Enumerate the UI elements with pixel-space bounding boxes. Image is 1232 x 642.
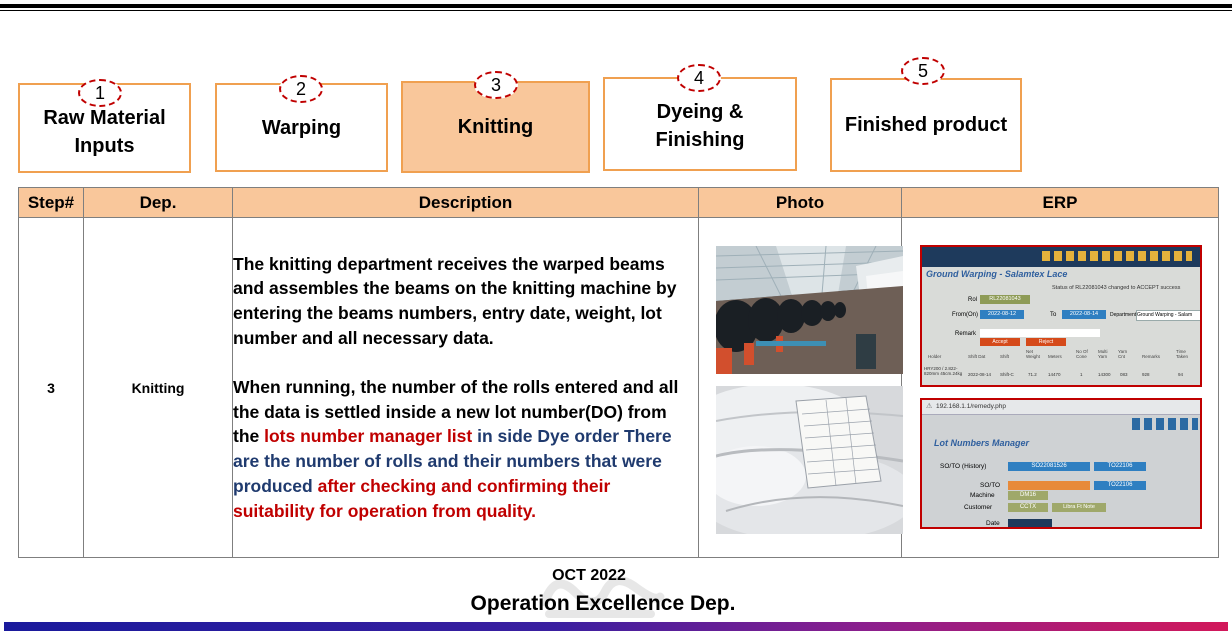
toolbar-icons (1132, 418, 1198, 430)
soto-history-label: SO/TO (History) (940, 463, 987, 470)
date-field[interactable] (1008, 519, 1052, 528)
toolbar-icons (1042, 251, 1192, 261)
col-shift: Shift (1000, 354, 1010, 359)
header-photo: Photo (699, 188, 902, 218)
customer-label: Customer (964, 504, 993, 511)
erp-warping-screen (920, 245, 1202, 387)
date-label: Date (986, 520, 1000, 527)
row-holder: HRY200 / 2.822-820mm 45cm.24kg (924, 366, 963, 376)
to-label: To (1050, 312, 1057, 318)
soto-label: SO/TO (980, 482, 1001, 489)
soto-history-field[interactable]: SO22081526 (1008, 462, 1090, 471)
fabric-rolls-photo (716, 386, 903, 534)
desc-highlight-red: lots number manager list (264, 426, 473, 447)
desc-period: . (531, 500, 537, 521)
machine-label: Machine (970, 492, 995, 499)
lot-manager-title: Lot Numbers Manager (934, 438, 1030, 448)
row-meters: 14470 (1048, 372, 1061, 377)
row-weight: 71.2 (1028, 372, 1037, 377)
row-cone: 1 (1080, 372, 1083, 377)
step-label-line: Finishing (655, 129, 745, 151)
fabric-rolls-image (716, 386, 903, 534)
rol-value: RL22081043 (980, 295, 1030, 304)
erp-grid-header (922, 348, 1200, 365)
browser-url[interactable]: 192.168.1.1/remedy.php (936, 403, 1006, 410)
rol-label: Rol (968, 297, 978, 303)
desc-highlight-blue: in side Dye order There are the number of rolls and their numbers that were produced (233, 426, 672, 496)
col-holder: Holder (928, 354, 942, 359)
row-time: 94 (1178, 372, 1184, 377)
erp-status-message: Status of RL22081043 changed to ACCEPT success (1052, 285, 1181, 291)
footer-department: Operation Excellence Dep. (470, 592, 736, 615)
header-step: Step# (19, 188, 84, 218)
header-dep: Dep. (84, 188, 233, 218)
step-number-badge: 1 (78, 79, 122, 107)
table-header-row (19, 188, 1219, 218)
step-label-line: Dyeing & (656, 101, 744, 123)
desc-text: When running, the number of the rolls entered and all the data is settled inside a new lot number(DO) from the (233, 376, 679, 447)
reject-button[interactable]: Reject (1026, 338, 1066, 346)
col-yarn-cnt: Yarn Cnt (1118, 349, 1128, 359)
soto-history-field-2[interactable]: TO22106 (1094, 462, 1146, 471)
row-yarn: 083 (1120, 372, 1128, 377)
step-label-line: Raw Material (43, 107, 166, 129)
col-shift-dat: Shift Dat (968, 354, 986, 359)
col-no-cone: No Of Cone (1076, 349, 1088, 359)
desc-highlight-red: after checking and confirming their suitability for operation from quality (233, 475, 611, 521)
step-label-line: Inputs (74, 135, 135, 157)
from-label: From(On) (952, 312, 978, 318)
erp-title: Ground Warping - Salamtex Lace (926, 269, 1068, 279)
step-label-line: Finished product (844, 114, 1008, 136)
lock-icon: ⚠ (926, 403, 933, 410)
knitting-machine-photo (716, 246, 903, 374)
department-label: Department (1110, 312, 1137, 318)
erp-lot-numbers-screen (920, 398, 1202, 529)
row-multi: 14300 (1098, 372, 1111, 377)
row-shift-dat: 2022-08-14 (968, 372, 992, 377)
bottom-gradient-bar (4, 622, 1228, 631)
header-erp: ERP (902, 188, 1219, 218)
soto-field-2[interactable]: TO22106 (1094, 481, 1146, 490)
process-step-finished (830, 78, 1022, 172)
department-select[interactable]: Ground Warping - Salam (1136, 310, 1202, 321)
step-number-badge: 5 (901, 57, 945, 85)
col-meters: Meters (1048, 354, 1062, 359)
cell-description (233, 218, 699, 558)
remark-label: Remark (955, 331, 977, 337)
step-number-badge: 3 (474, 71, 518, 99)
accept-button[interactable]: Accept (980, 338, 1020, 346)
step-number-badge: 4 (677, 64, 721, 92)
soto-field[interactable] (1008, 481, 1090, 490)
erp-toolbar (922, 247, 1200, 267)
customer-field[interactable]: CCTX (1008, 503, 1048, 512)
remark-input[interactable] (980, 329, 1100, 337)
browser-address-bar (922, 400, 1200, 415)
description-paragraph-1: The knitting department receives the warped beams and assembles the beams on the knitting machine by entering the beams numbers, entry date, weight, lot number and all necessary data. (233, 253, 677, 348)
erp-grid-row (922, 366, 1200, 386)
col-time-taken: Time Taken (1176, 349, 1189, 359)
header-description: Description (233, 188, 699, 218)
machine-field[interactable]: DM16 (1008, 491, 1048, 500)
cell-step: 3 (19, 218, 84, 558)
col-net-weight: Net Weight (1026, 349, 1040, 359)
cell-dep: Knitting (84, 218, 233, 558)
from-date-field[interactable]: 2022-08-12 (980, 310, 1024, 319)
top-border-thin (0, 10, 1232, 11)
step-label-line: Warping (261, 116, 342, 139)
description-paragraph-2 (233, 375, 692, 524)
step-number-badge: 2 (279, 75, 323, 103)
col-multi-yarn: Multi Yarn (1098, 349, 1108, 359)
top-border-thick (0, 4, 1232, 8)
row-shift: Shift-C (1000, 372, 1014, 377)
step-label-line: Knitting (457, 116, 534, 138)
knitting-machine-image (716, 246, 903, 374)
to-date-field[interactable]: 2022-08-14 (1062, 310, 1106, 319)
footer-date: OCT 2022 (552, 567, 626, 584)
row-remarks: 928 (1142, 372, 1150, 377)
col-remarks: Remarks (1142, 354, 1161, 359)
customer-field-2[interactable]: Libra Ft Note (1052, 503, 1106, 512)
